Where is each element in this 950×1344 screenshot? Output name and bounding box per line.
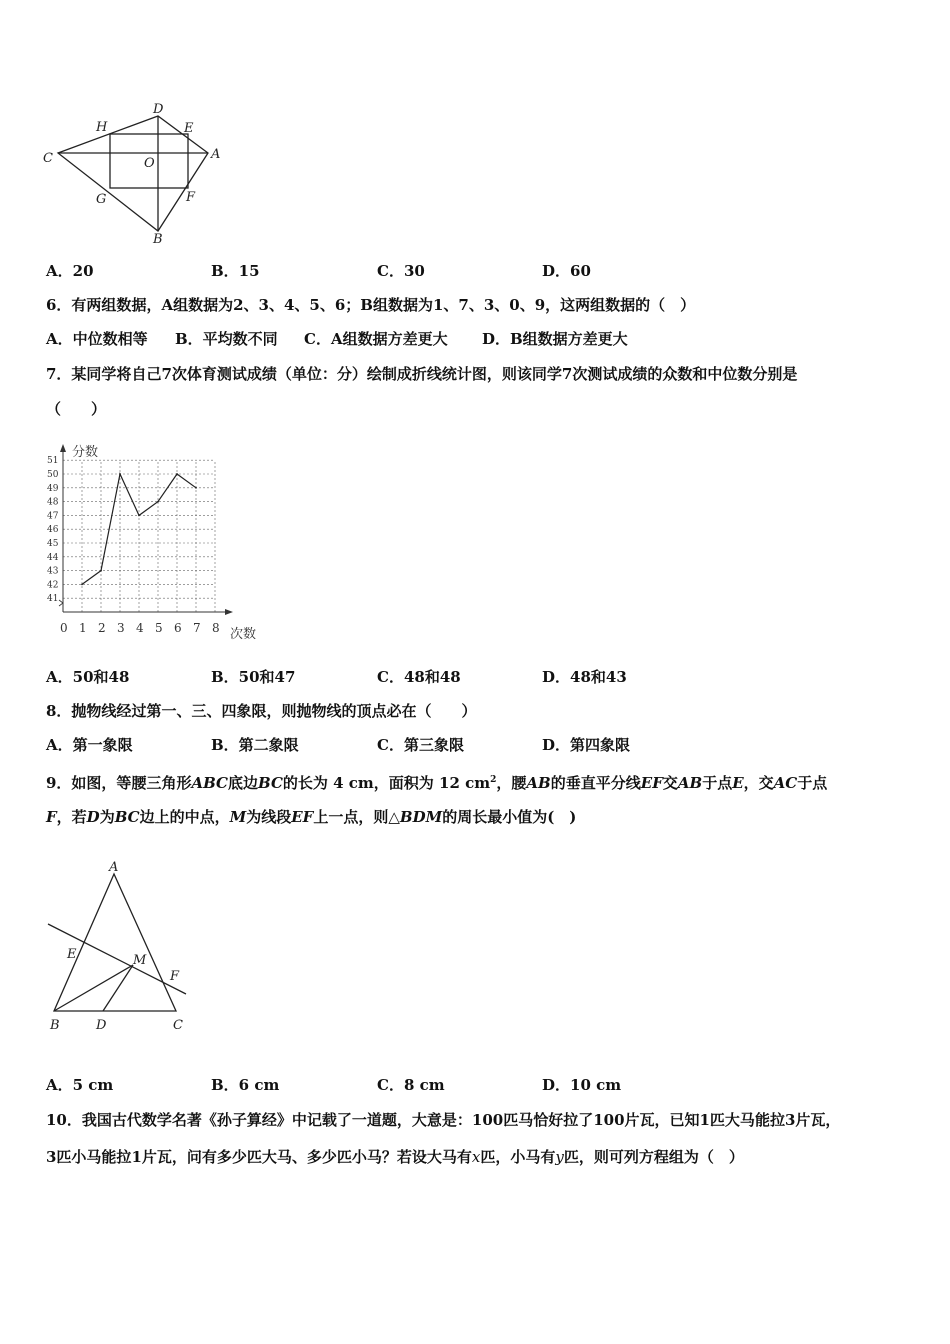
q9-stem-line1: 9．如图，等腰三角形ABC底边BC的长为 4 cm，面积为 12 $cm^2$，腰AB的垂直平分线EF交AB于点E，交AC于点	[46, 774, 828, 792]
tri-label-A: A	[109, 860, 119, 875]
label-D: D	[153, 102, 164, 117]
q7-stem-line2: （ ）	[46, 400, 107, 418]
q7-option-b: B．50和47	[211, 668, 296, 686]
label-C: C	[43, 151, 53, 166]
x-tick-label: 6	[174, 621, 182, 635]
x-tick-label: 5	[155, 621, 163, 635]
q5-option-d: D．60	[542, 262, 591, 280]
y-tick-label: 51	[47, 456, 59, 467]
y-tick-label: 41	[47, 594, 59, 605]
x-tick-label: 1	[79, 621, 87, 635]
q9-option-a: A．5 cm	[46, 1076, 114, 1094]
q6-option-a: A．中位数相等	[46, 330, 148, 348]
chart-xlabel: 次数	[230, 627, 257, 642]
kite-figure	[40, 100, 230, 250]
y-tick-label: 47	[47, 511, 59, 522]
data-point	[157, 501, 159, 503]
data-point	[195, 487, 197, 489]
q8-option-a: A．第一象限	[46, 736, 133, 754]
label-F: F	[186, 190, 196, 205]
x-tick-label: 3	[117, 621, 125, 635]
triangle-abc	[54, 874, 176, 1011]
y-tick-label: 48	[47, 497, 59, 508]
data-point	[81, 584, 83, 586]
q9-option-d: D．10 cm	[542, 1076, 622, 1094]
triangle-figure	[40, 858, 200, 1038]
label-E: E	[184, 121, 194, 136]
label-G: G	[96, 192, 107, 207]
label-A: A	[211, 147, 221, 162]
q9-stem-line2: F，若D为BC边上的中点，M为线段EF上一点，则△BDM的周长最小值为( )	[46, 808, 577, 826]
tri-label-M: M	[133, 953, 147, 968]
y-tick-label: 43	[47, 566, 59, 577]
q5-option-c: C．30	[377, 262, 425, 280]
q7-option-d: D．48和43	[542, 668, 627, 686]
label-H: H	[96, 120, 108, 135]
x-tick-label: 0	[60, 621, 68, 635]
q10-stem-line2: 3匹小马能拉1片瓦，问有多少匹大马、多少匹小马？若设大马有x匹，小马有y匹，则可列方程组为（ ）	[46, 1148, 744, 1166]
q8-option-d: D．第四象限	[542, 736, 631, 754]
score-line-chart	[40, 440, 270, 650]
q8-stem: 8．抛物线经过第一、三、四象限，则抛物线的顶点必在（ ）	[46, 702, 477, 720]
x-axis-arrow	[225, 609, 233, 615]
q6-option-c: C．A组数据方差更大	[304, 330, 448, 348]
data-point	[176, 473, 178, 475]
y-tick-label: 46	[47, 525, 59, 536]
y-tick-label: 49	[47, 483, 59, 494]
q8-option-b: B．第二象限	[211, 736, 299, 754]
x-tick-label: 7	[193, 621, 201, 635]
data-point	[119, 473, 121, 475]
segment-bm	[54, 965, 133, 1011]
tri-label-E: E	[67, 947, 77, 962]
y-axis-break	[59, 600, 63, 606]
q9-option-c: C．8 cm	[377, 1076, 445, 1094]
q5-option-b: B．15	[211, 262, 260, 280]
y-axis-arrow	[60, 444, 66, 452]
q9-option-b: B．6 cm	[211, 1076, 280, 1094]
data-point	[100, 570, 102, 572]
q6-stem: 6．有两组数据，A组数据为2、3、4、5、6；B组数据为1、7、3、0、9，这两组数据的（ ）	[46, 296, 696, 314]
chart-ylabel: 分数	[72, 445, 99, 460]
q7-stem-line1: 7．某同学将自己7次体育测试成绩（单位：分）绘制成折线统计图，则该同学7次测试成绩的众数和中位数分别是	[46, 365, 798, 383]
q10-stem-line1: 10．我国古代数学名著《孙子算经》中记载了一道题，大意是：100匹马恰好拉了100片瓦，已知1匹大马能拉3片瓦，	[46, 1111, 841, 1129]
segment-dm	[103, 965, 133, 1011]
q8-option-c: C．第三象限	[377, 736, 464, 754]
q7-option-c: C．48和48	[377, 668, 461, 686]
y-tick-label: 42	[47, 580, 59, 591]
q6-option-d: D．B组数据方差更大	[482, 330, 628, 348]
tri-label-F: F	[170, 969, 180, 984]
x-tick-label: 2	[98, 621, 106, 635]
y-tick-label: 44	[47, 552, 59, 563]
data-point	[138, 515, 140, 517]
q7-option-a: A．50和48	[46, 668, 130, 686]
tri-label-D: D	[96, 1018, 107, 1033]
label-B: B	[153, 232, 163, 247]
y-tick-label: 50	[47, 470, 59, 480]
tri-label-C: C	[173, 1018, 183, 1033]
q6-option-b: B．平均数不同	[175, 330, 278, 348]
x-tick-label: 4	[136, 621, 144, 635]
tri-label-B: B	[50, 1018, 60, 1033]
label-O: O	[144, 156, 155, 171]
y-tick-label: 45	[47, 539, 59, 549]
q5-option-a: A．20	[46, 262, 94, 280]
x-tick-label: 8	[212, 621, 220, 635]
